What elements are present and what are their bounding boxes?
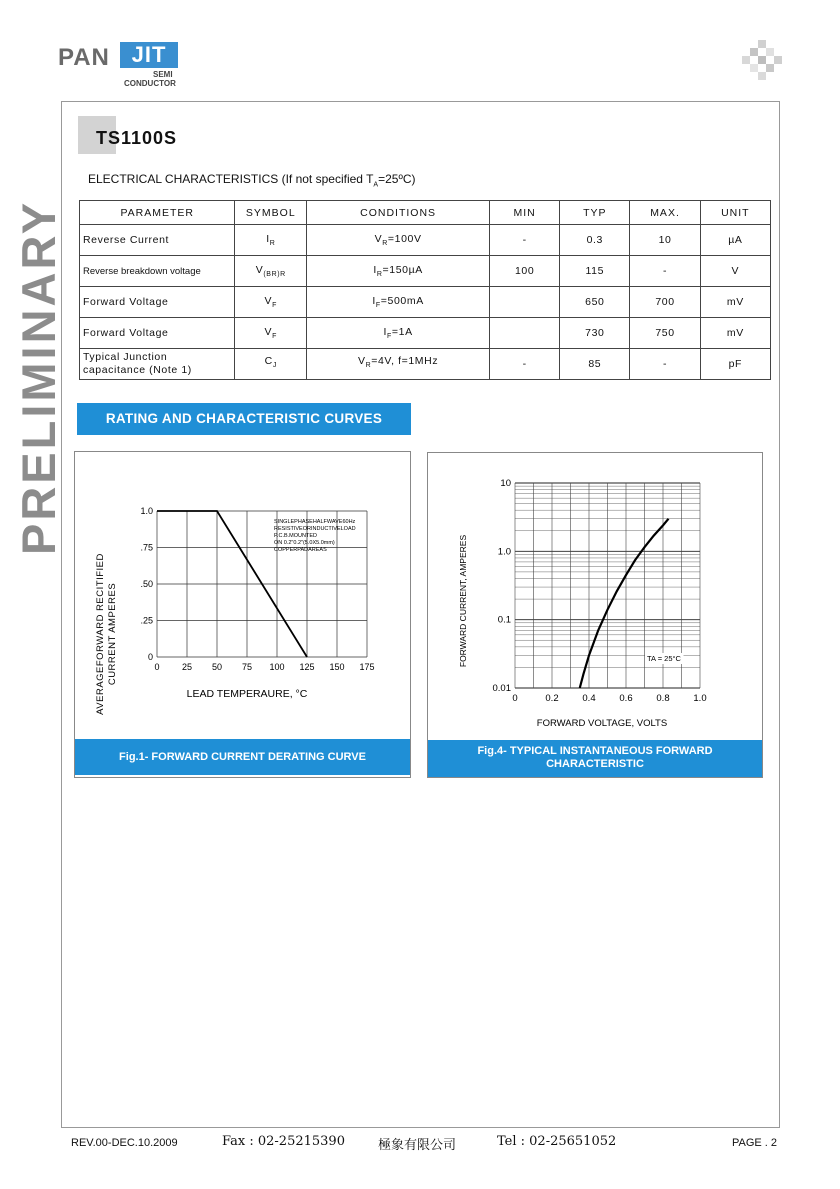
cell-parameter: Reverse breakdown voltage [80,256,235,287]
figure-1-box [74,451,411,778]
revision-label: REV.00-DEC.10.2009 [71,1137,178,1149]
electrical-characteristics-title [88,172,416,188]
chart1-y-tick-label: 0 [147,652,153,662]
cell-unit: mV [700,287,770,318]
ec-title-prefix: ELECTRICAL CHARACTERISTICS (If not specified T [88,172,374,186]
cond-main: V [358,355,366,368]
figure-4-caption-line1: Fig.4- TYPICAL INSTANTANEOUS FORWARD [477,745,713,757]
chart1-y-tick-label: 1.0 [140,506,153,516]
header-conditions: CONDITIONS [307,201,490,225]
chart1-y-tick-label: .50 [140,579,153,589]
chart1-x-tick-label: 50 [211,662,223,672]
table-row [80,225,771,256]
table-header-row [80,201,771,225]
cond-rest: =100V [387,232,422,245]
preliminary-watermark: PRELIMINARY [12,199,65,555]
cell-min [490,318,560,349]
cond-rest: =4V, f=1MHz [371,355,439,368]
logo-semi-text: SEMI [153,70,173,79]
chart4-x-tick-label: 0.8 [656,693,670,704]
cell-unit: mV [700,318,770,349]
cond-main: V [374,232,383,245]
chart4-x-tick-label: 0.6 [619,693,633,704]
cond-main: I [372,294,376,307]
symbol-main: V [264,294,273,307]
cond-sub: F [375,302,381,310]
chart1-x-tick-label: 100 [269,662,285,672]
chart1-y-tick-label: .25 [140,615,153,626]
chart1-x-tick-label: 125 [299,662,315,672]
table-row [80,318,771,349]
header-unit: UNIT [700,201,770,225]
symbol-main: I [266,232,270,245]
figure-4-caption [428,740,762,777]
chart4-y-tick-label: 0.1 [497,614,511,626]
chart1-annotation-line: RESISTIVEORINDUCTIVELOAD [274,526,356,532]
cond-sub: F [387,333,392,341]
cell-symbol [235,318,307,349]
cell-max: - [630,349,700,380]
cell-min: 100 [490,256,560,287]
chart1-annotation-line: SINGLEPHASEHALFWAVE60Hz [274,519,356,525]
decorative-squares-icon [742,40,782,80]
symbol-sub: F [272,333,278,341]
section-title-bar: RATING AND CHARACTERISTIC CURVES [77,403,411,435]
cell-symbol [235,225,307,256]
chart4-y-tick-label: 1.0 [497,546,511,558]
ec-title-suffix: =25ºC) [378,172,416,186]
cell-max: 700 [630,287,700,318]
chart1-x-tick-label: 25 [181,662,193,672]
cond-sub: R [382,240,388,248]
cell-typ: 115 [560,256,630,287]
cell-conditions [307,225,490,256]
cell-unit: µA [700,225,770,256]
cell-min: - [490,349,560,380]
header-parameter: PARAMETER [80,201,235,225]
figure-1-caption: Fig.1- FORWARD CURRENT DERATING CURVE [75,739,410,775]
header-symbol: SYMBOL [235,201,307,225]
cond-main: I [383,325,388,338]
chart4-x-tick-label: 1.0 [693,693,707,704]
cell-min: - [490,225,560,256]
chart4-y-tick-label: 0.01 [492,683,511,694]
cell-max: - [630,256,700,287]
cell-conditions [307,318,490,349]
chart1-annotation-line: P.C.B.MOUNTED [274,533,317,539]
logo-pan-text: PAN [58,44,110,71]
cell-symbol [235,287,307,318]
part-number-title: TS1100S [96,128,178,148]
param-line2: capacitance (Note 1) [83,364,192,376]
chart1-x-tick-label: 175 [359,662,375,672]
cell-symbol [235,349,307,380]
symbol-sub: (BR)R [263,271,286,279]
cell-parameter: Forward Voltage [80,287,235,318]
forward-characteristic-chart [428,453,762,740]
chart4-y-tick-label: 10 [500,478,511,489]
header-max: MAX. [630,201,700,225]
cell-typ: 730 [560,318,630,349]
cell-max: 10 [630,225,700,256]
symbol-sub: J [272,362,277,370]
symbol-main: C [264,355,273,368]
fax-number: Fax : 02-25215390 [222,1134,345,1149]
chart1-x-tick-label: 0 [154,662,160,672]
chart1-annotation [274,519,356,553]
chart1-ylabel-line1: AVERAGEFORWARD RECITIFIED [95,553,106,715]
cell-conditions [307,287,490,318]
cell-typ: 650 [560,287,630,318]
chart1-x-tick-label: 150 [329,662,345,672]
logo-jit-text: JIT [120,42,178,68]
electrical-characteristics-table [79,200,771,380]
chart1-x-tick-label: 75 [241,662,253,672]
cond-sub: R [365,362,372,370]
param-line1: Typical Junction [83,351,168,363]
symbol-main: V [255,263,264,276]
chart1-xlabel: LEAD TEMPERAURE, °C [186,688,308,700]
table-row [80,287,771,318]
cell-symbol [235,256,307,287]
header-typ: TYP [560,201,630,225]
cond-rest: =1A [391,325,413,338]
company-name-chinese: 極象有限公司 [378,1138,457,1153]
chart4-x-tick-label: 0.2 [545,693,559,704]
chart4-ylabel: FORWARD CURRENT, AMPERES [458,534,468,668]
cell-unit: V [700,256,770,287]
chart4-x-tick-label: 0.4 [582,693,596,704]
cond-rest: =500mA [380,294,424,307]
cond-main: I [373,263,377,276]
cell-typ: 0.3 [560,225,630,256]
cell-conditions [307,349,490,380]
page-number: PAGE . 2 [732,1137,778,1149]
company-logo [58,40,188,90]
cell-parameter: Reverse Current [80,225,235,256]
derating-curve-chart [75,452,410,739]
cell-max: 750 [630,318,700,349]
chart1-ylabel-line2: CURRENT AMPERES [107,582,118,686]
logo-conductor-text: CONDUCTOR [124,79,176,88]
cell-parameter [80,349,235,380]
chart4-annotation: TA = 25°C [647,654,681,663]
cell-min [490,287,560,318]
chart4-tick-labels [493,478,707,704]
header-min: MIN [490,201,560,225]
cell-parameter: Forward Voltage [80,318,235,349]
symbol-sub: F [272,302,278,310]
chart4-xlabel: FORWARD VOLTAGE, VOLTS [536,718,668,729]
cell-unit: pF [700,349,770,380]
symbol-main: V [264,325,273,338]
chart4-x-tick-label: 0 [512,693,518,704]
chart1-annotation-line: ON 0.2"0.2"(5.0X5.0mm) [274,540,335,546]
table-row [80,256,771,287]
table-row [80,349,771,380]
cond-rest: =150µA [382,263,423,276]
symbol-sub: R [269,240,276,248]
ec-title-sub: A [373,181,379,189]
cell-conditions [307,256,490,287]
figure-4-box [427,452,763,778]
figure-4-caption-line2: CHARACTERISTIC [546,758,644,770]
chart1-y-tick-label: .75 [140,542,153,553]
cell-typ: 85 [560,349,630,380]
chart1-annotation-line: COPPERPADAREAS [274,547,327,553]
cond-sub: R [376,271,383,279]
telephone-number: Tel : 02-25651052 [497,1134,617,1149]
